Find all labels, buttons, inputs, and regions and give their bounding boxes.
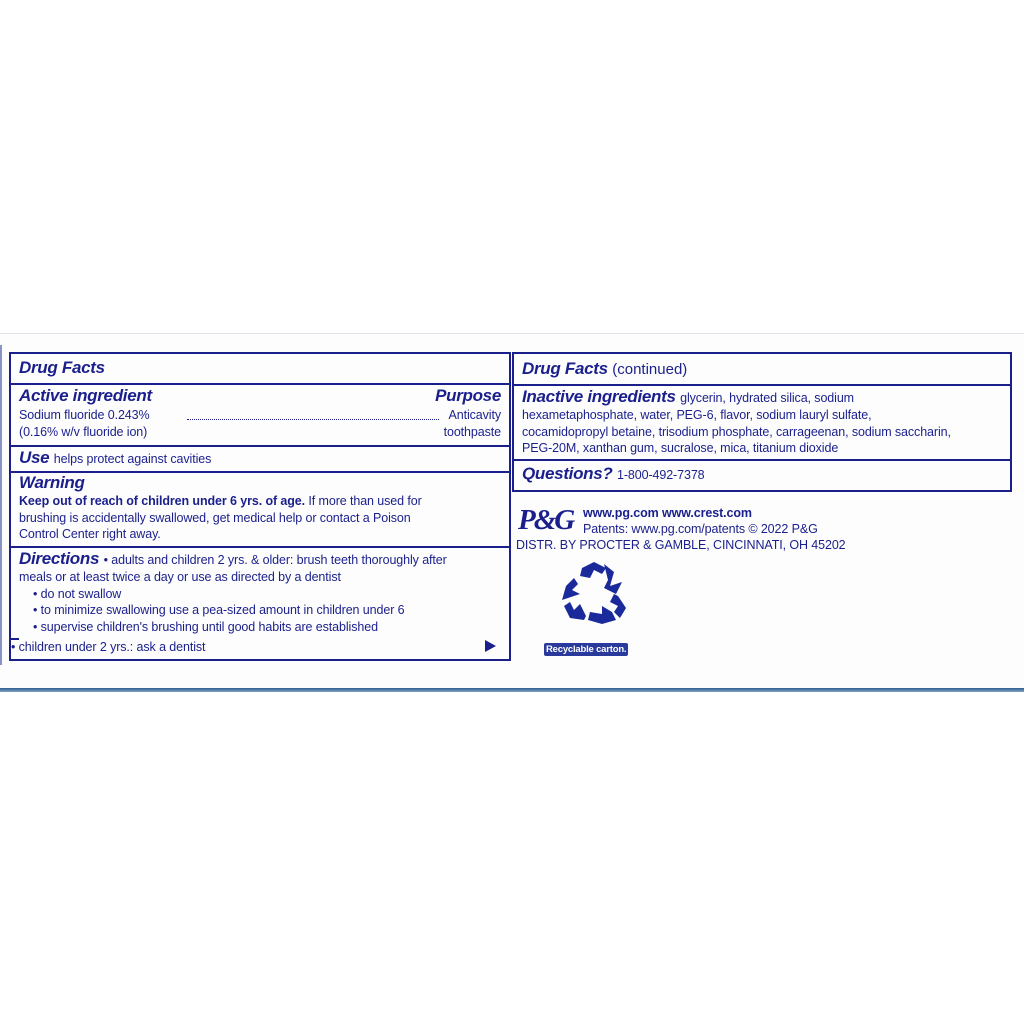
active-ingredient-value: Sodium fluoride 0.243% xyxy=(19,408,150,422)
warning-rule xyxy=(11,546,509,548)
continued-suffix: (continued) xyxy=(612,361,688,378)
drug-facts-panel xyxy=(9,352,511,661)
inactive-ingredients-line4: PEG-20M, xanthan gum, sucralose, mica, titanium dioxide xyxy=(522,441,839,455)
purpose-value-line1: Anticavity xyxy=(448,408,501,422)
directions-bullet: • to minimize swallowing use a pea-sized amount in children under 6 xyxy=(33,603,405,617)
use-section xyxy=(11,448,509,468)
continued-title-row xyxy=(514,359,1010,379)
carton-bottom-edge xyxy=(0,688,1024,692)
inactive-ingredients-section xyxy=(514,387,1010,457)
purpose-value-line2: toothpaste xyxy=(443,425,501,439)
warning-text-line3: Control Center right away. xyxy=(19,527,161,541)
directions-last-row xyxy=(11,638,509,656)
recycle-icon xyxy=(558,560,630,628)
warning-text: If more than used for xyxy=(308,494,422,508)
warning-bold-text: Keep out of reach of children under 6 yrs. of age. xyxy=(19,494,306,508)
pg-logo: P&G xyxy=(518,504,574,536)
directions-section xyxy=(11,549,509,635)
directions-bullet: • do not swallow xyxy=(33,586,122,601)
leader-dots xyxy=(187,419,439,420)
questions-section xyxy=(514,464,1010,484)
inactive-ingredients-line2: hexametaphosphate, water, PEG-6, flavor, sodium lauryl sulfate, xyxy=(522,408,872,422)
warning-heading: Warning xyxy=(19,473,85,492)
active-rule xyxy=(11,445,509,447)
drug-facts-title: Drug Facts xyxy=(19,358,105,377)
inactive-ingredients-line1: glycerin, hydrated silica, sodium xyxy=(680,391,854,405)
directions-heading: Directions xyxy=(19,549,100,568)
drug-facts-continued-panel xyxy=(512,352,1012,492)
questions-phone: 1-800-492-7378 xyxy=(616,468,705,482)
active-ingredient-ion: (0.16% w/v fluoride ion) xyxy=(19,425,148,439)
continued-title-rule xyxy=(514,384,1010,386)
inactive-ingredients-heading: Inactive ingredients xyxy=(522,387,676,406)
continue-arrow-icon xyxy=(485,640,496,652)
patents-copyright: Patents: www.pg.com/patents © 2022 P&G xyxy=(583,522,818,536)
websites: www.pg.com www.crest.com xyxy=(583,506,752,520)
drug-facts-title-row xyxy=(11,358,509,378)
inactive-ingredients-line3: cocamidopropyl betaine, trisodium phosphate, carrageenan, sodium saccharin, xyxy=(522,424,951,439)
drug-facts-continued-title: Drug Facts xyxy=(522,359,608,378)
recyclable-carton-label: Recyclable carton. xyxy=(546,644,627,655)
inactive-rule xyxy=(514,459,1010,461)
questions-heading: Questions? xyxy=(522,464,613,483)
distributor: DISTR. BY PROCTER & GAMBLE, CINCINNATI, OH 45202 xyxy=(516,538,846,552)
use-heading: Use xyxy=(19,448,50,467)
directions-last-bullet: • children under 2 yrs.: ask a dentist xyxy=(11,640,206,654)
active-ingredient-section xyxy=(11,385,509,445)
directions-line1: • adults and children 2 yrs. & older: brush teeth thoroughly after xyxy=(103,553,447,567)
purpose-heading: Purpose xyxy=(435,386,501,405)
directions-bullet: • supervise children's brushing until good habits are established xyxy=(33,619,378,634)
use-text: helps protect against cavities xyxy=(53,452,212,466)
directions-line2: meals or at least twice a day or use as directed by a dentist xyxy=(19,570,341,584)
warning-section xyxy=(11,473,509,543)
carton-fold-edge xyxy=(0,345,8,665)
active-ingredient-heading: Active ingredient xyxy=(19,386,152,405)
warning-text-line2: brushing is accidentally swallowed, get medical help or contact a Poison xyxy=(19,510,411,525)
